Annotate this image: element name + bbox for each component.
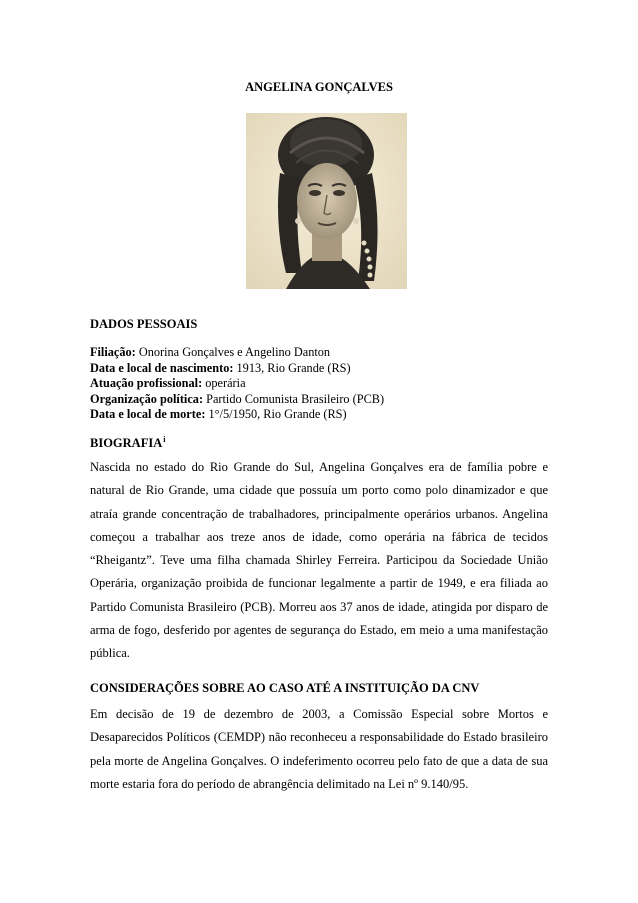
biografia-paragraph: Nascida no estado do Rio Grande do Sul, Angelina Gonçalves era de família pobre e natural de Rio Grande, uma cidade que possuía um porto como polo dinamizador e que atraía grande concentração de trabalhadores, principalmente operários urbanos. Angelina começou a trabalhar aos treze anos de idade, como operária na fábrica de tecidos “Rheigantz”. Teve uma filha chamada Shirley Ferreira. Participou da Sociedade União Operária, organização proibida de funcionar legalmente a partir de 1949, e era filiada ao Partido Comunista Brasileiro (PCB). Morreu aos 37 anos de idade, atingida por disparo de arma de fogo, desferido por agentes de segurança do Estado, em meio a uma manifestação pública. [90,460,548,661]
consideracoes-paragraph: Em decisão de 19 de dezembro de 2003, a Comissão Especial sobre Mortos e Desaparecidos Políticos (CEMDP) não reconheceu a responsabilidade do Estado brasileiro pela morte de Angelina Gonçalves. O indeferimento ocorreu pelo fato de que a data de sua morte estaria fora do período de abrangência delimitado na Lei nº 9.140/95. [90,707,548,791]
biografia-heading-text: BIOGRAFIA [90,436,163,451]
field-value: Partido Comunista Brasileiro (PCB) [203,391,385,406]
page-title: ANGELINA GONÇALVES [245,80,393,94]
field-value: 1°/5/1950, Rio Grande (RS) [205,407,347,421]
field-filiacao [90,345,560,361]
portrait-illustration [246,113,407,289]
personal-data-fields [90,345,560,423]
portrait-photo [246,113,407,289]
section-heading-consideracoes: CONSIDERAÇÕES SOBRE AO CASO ATÉ A INSTITUIÇÃO DA CNV [90,681,480,695]
field-atuacao [90,376,560,392]
section-heading-biografia [90,435,165,451]
section-heading-dados-pessoais: DADOS PESSOAIS [90,317,198,331]
field-value: Onorina Gonçalves e Angelino Danton [135,345,331,359]
field-label: Data e local de morte: [90,407,206,421]
field-label: Atuação profissional: [90,376,203,390]
field-organizacao [90,392,560,408]
field-value: operária [202,376,246,390]
field-nascimento [90,361,560,377]
field-label: Filiação: [90,345,136,359]
field-morte [90,407,560,423]
field-value: 1913, Rio Grande (RS) [233,360,351,375]
field-label: Organização política: [90,391,204,406]
footnote-marker[interactable]: i [163,435,166,444]
field-label: Data e local de nascimento: [90,360,234,375]
